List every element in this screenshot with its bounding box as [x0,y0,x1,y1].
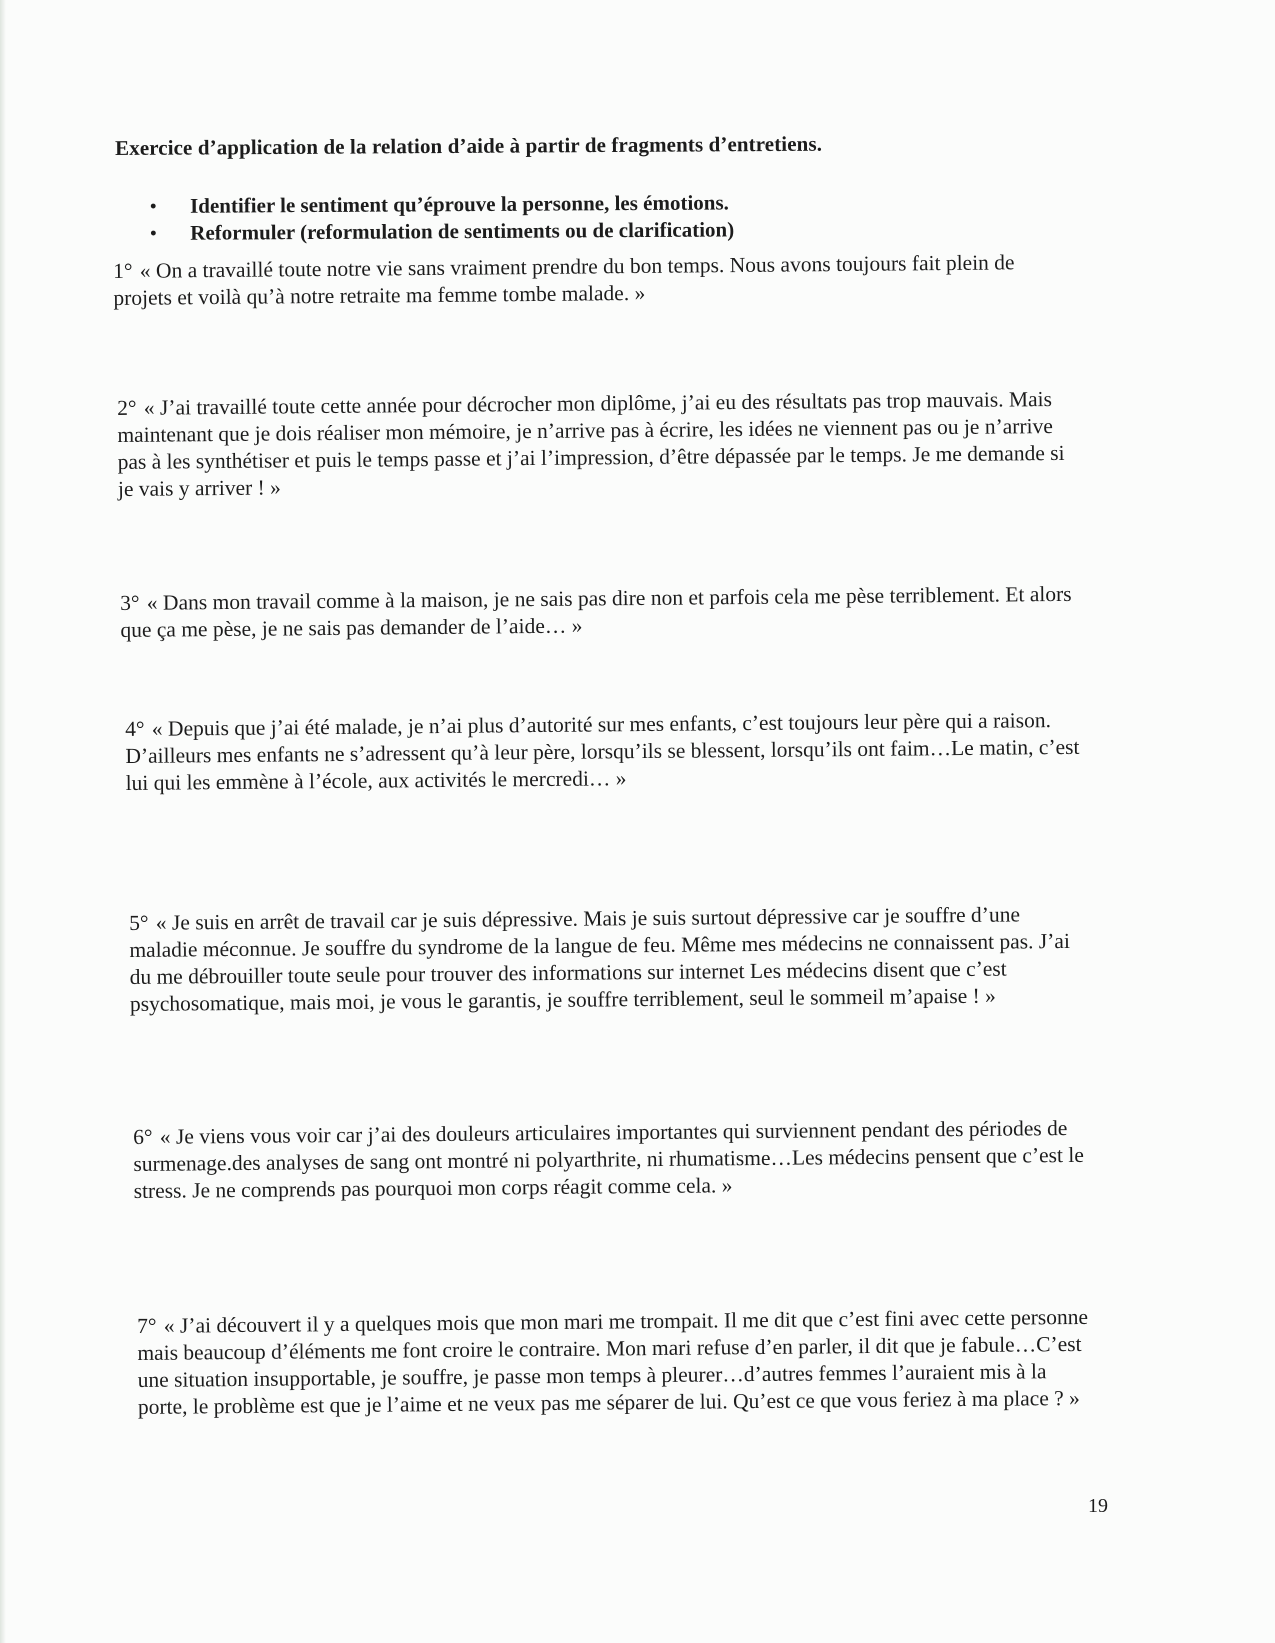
fragment-text: « J’ai travaillé toute cette année pour décrocher mon diplôme, j’ai eu des résultats pas trop mauvais. Mais maintenant que je dois réaliser mon mémoire, je n’arrive pas à écrire, les idées ne viennent pas ou je n’arrive pas à les synthétiser et puis le temps passe et j’ai l’impression, d’être dépassée par le temps. Je me demande si je vais y arriver ! » [117,387,1065,501]
interview-fragment-7 [137,1304,1098,1421]
fragment-number: 2° [117,395,137,420]
fragment-text: « Dans mon travail comme à la maison, je ne sais pas dire non et parfois cela me pèse terriblement. Et alors que ça me pèse, je ne sais pas demander de l’aide… » [120,581,1072,642]
objectives-list [150,189,734,247]
objective-item: • Identifier le sentiment qu’éprouve la personne, les émotions. [150,189,734,220]
fragment-number: 5° [129,910,149,935]
fragment-text: « On a travaillé toute notre vie sans vraiment prendre du bon temps. Nous avons toujours fait plein de projets et voilà qu’à notre retraite ma femme tombe malade. » [113,250,1015,310]
fragment-text: « Je viens vous voir car j’ai des douleurs articulaires importantes qui surviennent pendant des périodes de surmenage.des analyses de sang ont montré ni polyarthrite, ni rhumatisme…Les médecins pensent que c’est le stress. Je ne comprends pas pourquoi mon corps réagit comme cela. » [133,1116,1084,1203]
objective-item: • Reformuler (reformulation de sentiments ou de clarification) [150,216,734,247]
fragment-number: 3° [120,590,140,615]
interview-fragment-2 [117,386,1078,503]
interview-fragment-6 [133,1115,1094,1205]
interview-fragment-3 [120,581,1080,644]
interview-fragment-5 [129,901,1090,1018]
fragment-text: « Depuis que j’ai été malade, je n’ai plus d’autorité sur mes enfants, c’est toujours leur père qui a raison. D’ailleurs mes enfants ne s’adressent qu’à leur père, lorsqu’ils se blessent, lorsqu’ils ont faim…Le matin, c’est lui qui les emmène à l’école, aux activités le mercredi… » [125,708,1080,795]
interview-fragment-4 [125,707,1086,797]
fragment-number: 6° [133,1124,153,1149]
exercise-title: Exercice d’application de la relation d’aide à partir de fragments d’entretiens. [115,131,823,160]
fragment-number: 4° [125,716,145,741]
fragment-text: « Je suis en arrêt de travail car je suis dépressive. Mais je suis surtout dépressive car je souffre d’une maladie méconnue. Je souffre du syndrome de la langue de feu. Même mes médecins ne connaissent pas. J’ai du me débrouiller toute seule pour trouver des informations sur internet Les médecins disent que c’est psychosomatique, mais moi, je vous le garantis, je souffre terriblement, seul le sommeil m’apaise ! » [129,902,1070,1016]
interview-fragment-1 [113,249,1073,312]
fragment-number: 7° [137,1313,157,1338]
fragment-text: « J’ai découvert il y a quelques mois que mon mari me trompait. Il me dit que c’est fini avec cette personne mais beaucoup d’éléments me font croire le contraire. Mon mari refuse d’en parler, il dit que je fabule…C’est une situation insupportable, je souffre, je passe mon temps à pleurer…d’autres femmes l’auraient mis à la porte, le problème est que je l’aime et ne veux pas me séparer de lui. Qu’est ce que vous feriez à ma place ? » [137,1304,1089,1419]
page-number: 19 [1088,1495,1108,1517]
fragment-number: 1° [113,258,133,283]
